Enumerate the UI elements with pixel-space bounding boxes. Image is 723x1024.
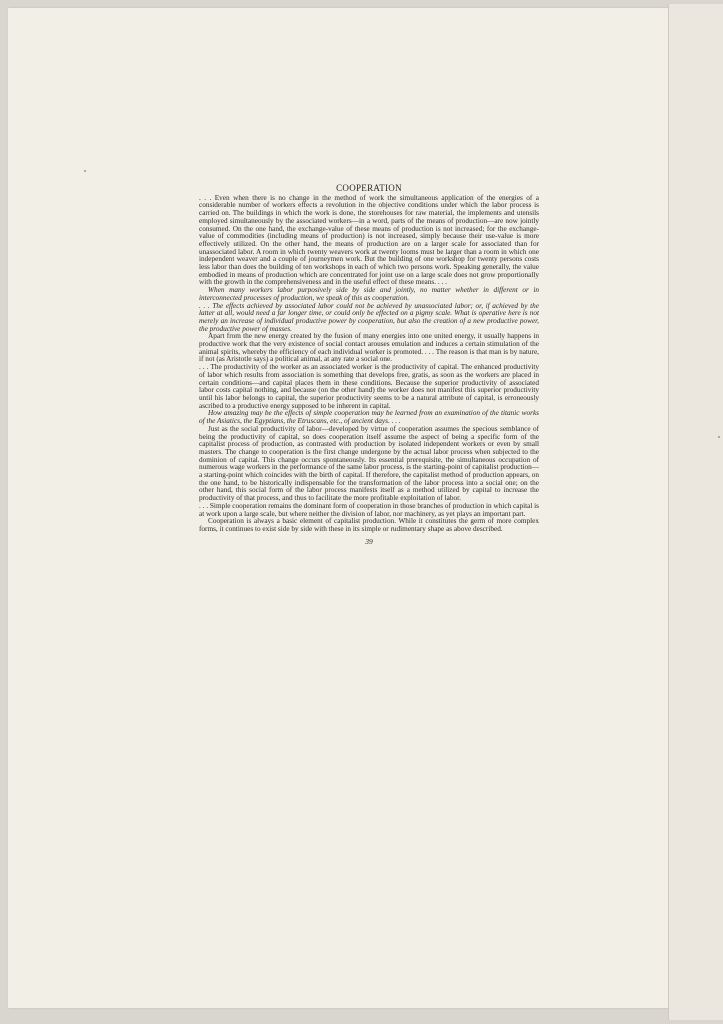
page-number: 39 [365, 536, 373, 546]
document-title: COOPERATION [336, 183, 402, 193]
paper-speck [718, 436, 720, 438]
paper-speck [84, 170, 86, 172]
paragraph: Just as the social productivity of labor—developed by virtue of cooperation assumes the specious semblance of being the productivity of capital, so does cooperation itself assume the aspect of being a specific form of the capitalist process of production, as contrasted with production by isolated independent workers or even by small masters. The change to cooperation is the first change undergone by the actual labor process when subjected to the dominion of capital. This change occurs spontaneously. Its essential prerequisite, the simultaneous occupation of numerous wage workers in the performance of the same labor process, is the starting-point of capitalist production—a starting-point which coincides with the birth of capital. If therefore, the capitalist method of production appears, on the one hand, to be historically indispensable for the transformation of the labor process into a social one; on the other hand, this social form of the labor process manifests itself as a method utilized by capital to increase the productivity of that process, and thus to facilitate the more profitable exploitation of labor. [199, 424, 539, 503]
paragraph: . . . Simple cooperation remains the dominant form of cooperation in those branches of production in which capital is at work upon a large scale, but where neither the division of labor, nor machinery, as yet plays an important part. [199, 501, 539, 518]
paragraph: Apart from the new energy created by the fusion of many energies into one united energy, it usually happens in productive work that the very existence of social contact arouses emulation and induces a certain stimulation of the animal spirits, whereby the efficiency of each individual worker is promoted. . . . The reason is that man is by nature, if not (as Aristotle says) a political animal, at any rate a social one. [199, 332, 539, 364]
paragraph: . . . The effects achieved by associated labor could not be achieved by unassociated labor; or, if achieved by the latter at all, would need a far longer time, or could only be effected on a pigmy scale. What is operative here is not merely an increase of individual productive power by cooperation, but also the creation of a new productive power, the productive power of masses. [199, 301, 539, 333]
document-text-block [199, 185, 539, 545]
paragraph: When many workers labor purposively side by side and jointly, no matter whether in different or in interconnected processes of production, we speak of this as cooperation. [199, 286, 539, 302]
paragraph: . . . Even when there is no change in the method of work the simultaneous application of the energies of a considerable number of workers effects a revolution in the objective conditions under which the labor process is carried on. The buildings in which the work is done, the storehouses for raw material, the implements and utensils employed simultaneously by the associated workers—in a word, parts of the means of production—are now jointly consumed. On the one hand, the exchange-value of these means of production is not increased; for the exchange-value of commodities (including means of production) is not increased, simply because their use-value is more effectively utilized. On the other hand, the means of production are on a larger scale for associated than for unassociated labor. A room in which twenty weavers work at twenty looms must be larger than a room in which one independent weaver and a couple of journeymen work. But the building of one workshop for twenty persons costs less labor than does the building of ten workshops in each of which two persons work. Speaking generally, the value embodied in means of production which are concentrated for joint use on a large scale does not grow proportionally with the growth in the comprehensiveness and in the useful effect of these means. . . . [199, 193, 539, 287]
paragraph: . . . The productivity of the worker as an associated worker is the productivity of capital. The enhanced productivity of labor which results from association is something that develops free, gratis, as soon as the workers are placed in certain conditions—and capital places them in these conditions. Because the superior productivity of associated labor costs capital nothing, and because (on the other hand) the worker does not manifest this superior productivity until his labor belongs to capital, the superior productivity seems to be a natural attribute of capital, is erroneously ascribed to a productive energy supposed to be inherent in capital. [199, 363, 539, 410]
paragraph: Cooperation is always a basic element of capitalist production. While it constitutes the germ of more complex forms, it continues to exist side by side with these in its simple or rudimentary shape as above described. [199, 517, 539, 533]
adjacent-page-edge [668, 4, 723, 1020]
paragraph: How amazing may be the effects of simple cooperation may be learned from an examination of the titanic works of the Asiatics, the Egyptians, the Etruscans, etc., of ancient days. . . . [199, 409, 539, 426]
